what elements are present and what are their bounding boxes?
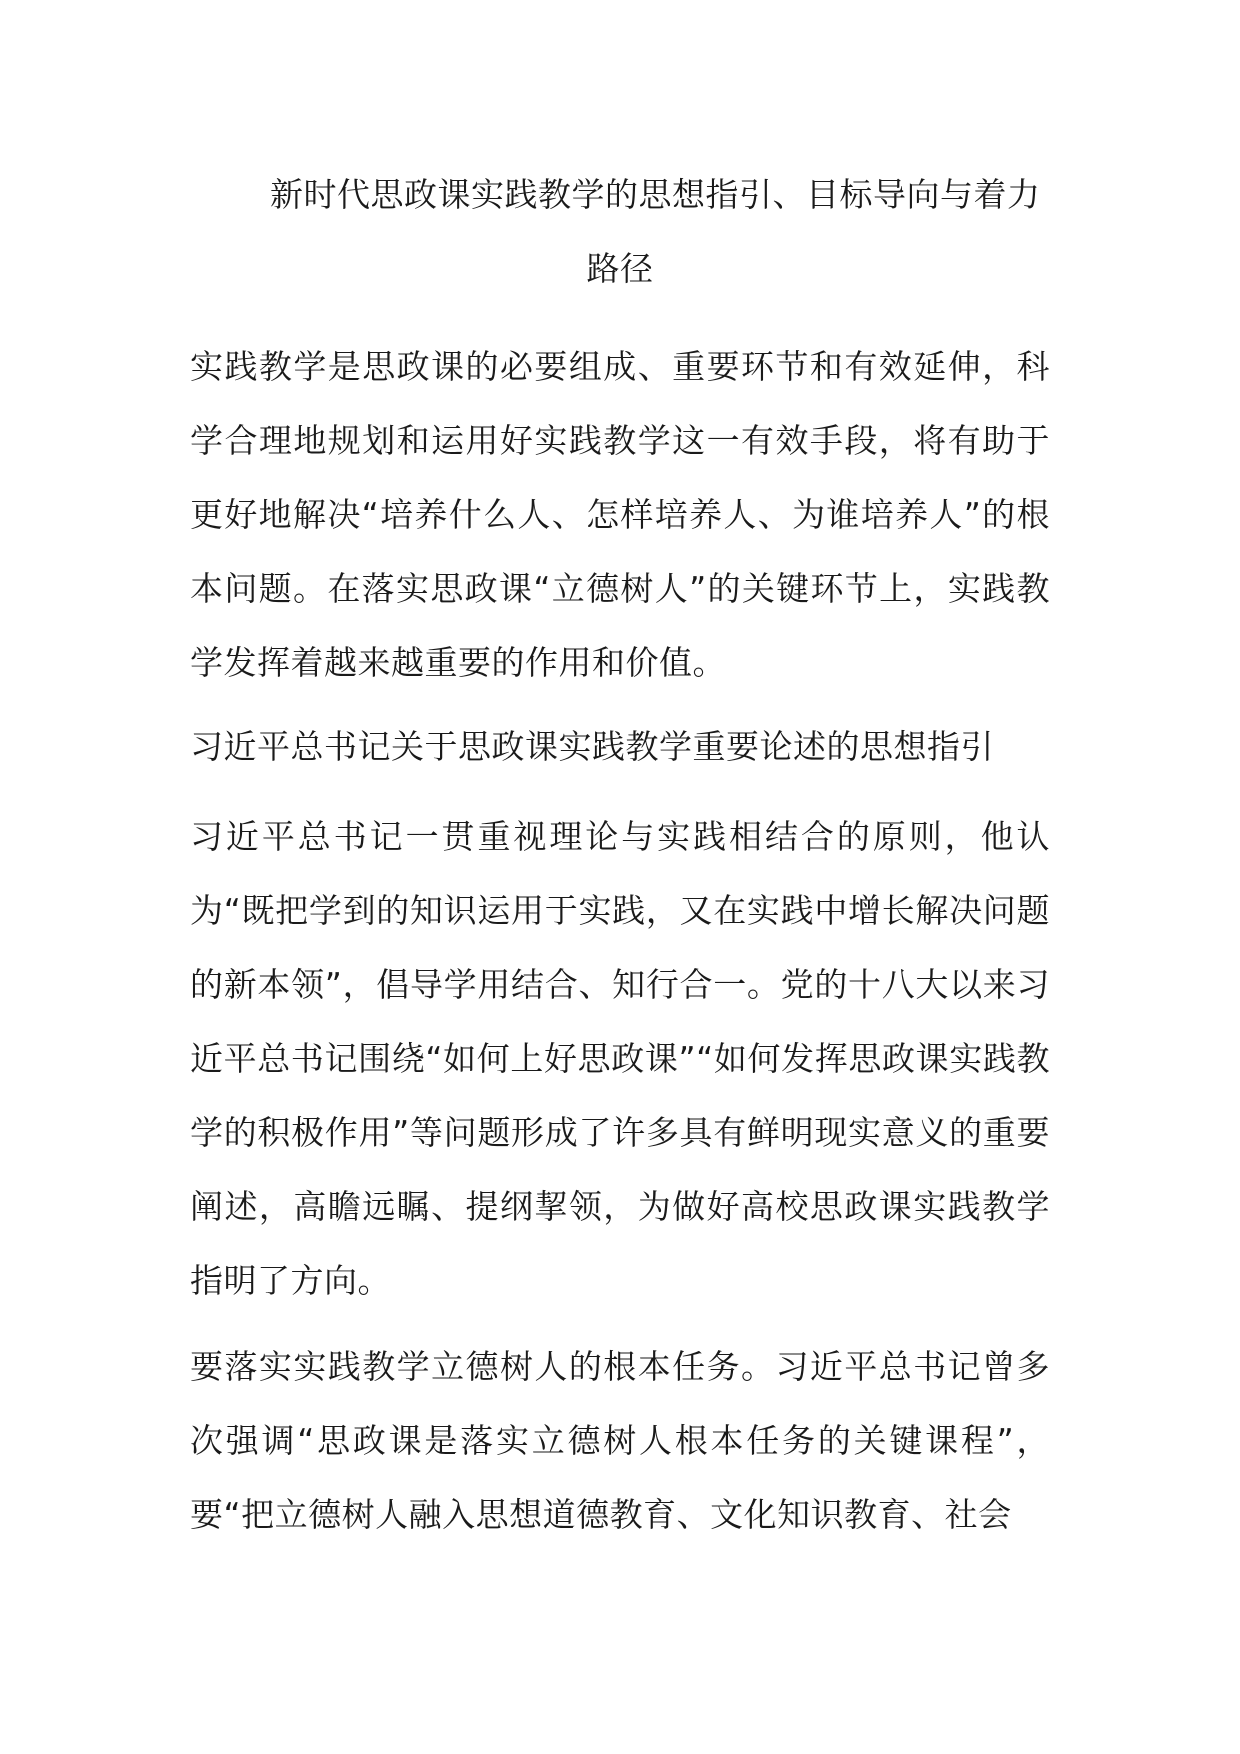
- paragraph-body-1: 习近平总书记一贯重视理论与实践相结合的原则，他认为“既把学到的知识运用于实践，又在实践中增长解决问题的新本领”，倡导学用结合、知行合一。党的十八大以来习近平总书记围绕“如何上好思政课”“如何发挥思政课实践教学的积极作用”等问题形成了许多具有鲜明现实意义的重要阐述，高瞻远瞩、提纲挈领，为做好高校思政课实践教学指明了方向。: [190, 817, 1050, 1300]
- section-heading: 习近平总书记关于思政课实践教学重要论述的思想指引: [190, 727, 994, 766]
- document-title-line1: 新时代思政课实践教学的思想指引、目标导向与着力: [270, 175, 1041, 214]
- document-title-line2: 路径: [586, 249, 654, 288]
- paragraph-intro: 实践教学是思政课的必要组成、重要环节和有效延伸，科学合理地规划和运用好实践教学这一有效手段，将有助于更好地解决“培养什么人、怎样培养人、为谁培养人”的根本问题。在落实思政课“立德树人”的关键环节上，实践教学发挥着越来越重要的作用和价值。: [190, 347, 1050, 682]
- paragraph-body-2: 要落实实践教学立德树人的根本任务。习近平总书记曾多次强调“思政课是落实立德树人根本任务的关键课程”，要“把立德树人融入思想道德教育、文化知识教育、社会: [190, 1347, 1050, 1534]
